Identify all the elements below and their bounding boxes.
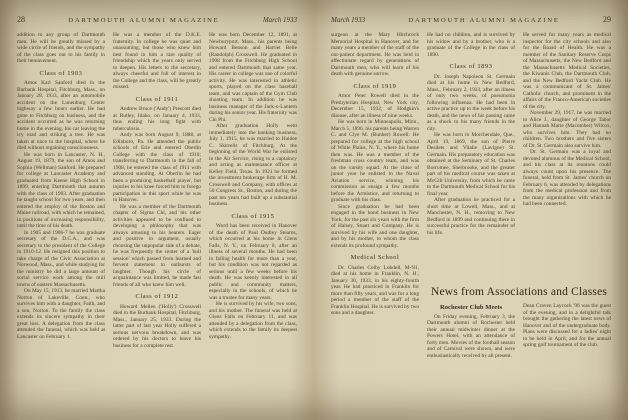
- right-page-columns: [331, 32, 611, 404]
- class-heading: Class of 1893: [449, 63, 493, 70]
- left-page-columns: [17, 32, 297, 404]
- body-paragraph: Dean Craven Laycock '96 was the guest of the evening, and in a delightful talk brought the gathering the latest news of Hanover and of the undergraduate body. Plans were discussed for a ladies' night to be held in April, and for the annual spring golf tournament of the club.: [523, 303, 611, 348]
- text-column: [113, 32, 201, 404]
- body-paragraph: He is survived by his wife, two sons, and his mother. The funeral was held at Glens Falls on February 11, and was attended by a delegation from the class, which extends to the family its deepest sympathy.: [209, 301, 297, 340]
- class-heading: Class of 1919: [353, 82, 397, 90]
- magazine-title: DARTMOUTH ALUMNI MAGAZINE: [408, 17, 560, 24]
- body-paragraph: Andrew Bruce ('Andy') Prescott died at Rutley, Idaho, on January 4, 1933, thus ending his long fight with tuberculosis.: [113, 106, 201, 132]
- body-paragraph: On May 15, 1913, he married Martha Norton of Lakeville, Conn., who survives him with a daughter, Faith, and a son, Norton. To the family the class extends its sincere sympathy in their great loss. A delegation from the class attended the funeral, which was held at Lancaster on February 1.: [17, 288, 105, 340]
- body-paragraph: Since graduation he had been engaged in the bond business in New York, for the past six years with the firm of Halsey, Stuart and Company. He is survived by his wife and one daughter, and by his mother, to whom the class extends its profound sympathy.: [331, 203, 420, 249]
- class-heading: Medical School: [350, 254, 400, 261]
- text-column: [523, 303, 611, 404]
- body-paragraph: He was a member of the D.K.E. fraternity. In college he was quiet and unassuming, but those who knew him best found in him a rare quality of friendship which the years only served to deepen. His letters to the secretary, always cheerful and full of interest in the College and the class, will be greatly missed.: [113, 32, 201, 90]
- club-subheading: Rochester Club Meets: [439, 304, 503, 311]
- class-heading: Class of 1912: [135, 293, 179, 300]
- body-paragraph: He had no children, and is survived by his widow and by a brother, who is a graduate of the College in the class of 1890.: [427, 32, 516, 58]
- body-paragraph: After graduation he practiced for a short time at Lowell, Mass., and at Manchester, N. H., removing to New Bedford in 1899 and continuing there in successful practice for the remainder of his life.: [427, 197, 516, 236]
- text-column: [523, 32, 611, 280]
- news-section-title: News from Associations and Classes: [430, 286, 608, 298]
- right-page-header: [331, 15, 611, 24]
- body-paragraph: Amos Karl Sanford died in the Burbank Hospital, Fitchburg, Mass., on January 28, 1933, after an automobile accident on the Lunenburg Center highway a few hours earlier. He had gone to Fitchburg on business, and the accident occurred as he was returning home in the evening, his car leaving the icy road and striking a tree. He was taken at once to the hospital, where he died without regaining consciousness.: [17, 80, 105, 151]
- body-paragraph: On Friday evening, February 3, the Dartmouth alumni of Rochester held their annual midwinter dinner at the Powers Hotel, with an attendance of forty men. Movies of the football season and of Carnival were shown, and were enthusiastically received by all present.: [427, 313, 516, 359]
- body-paragraph: surgeon at the Mary Hitchcock Memorial Hospital in Hanover, and for many years a member of the staff of the out-patient department. He was held in affectionate regard by generations of Dartmouth men, who will learn of his death with genuine sorrow.: [331, 32, 420, 77]
- body-paragraph: He served for many years as medical inspector for the city schools and also for the Board of Health. He was a member of the Sanitary Reserve Corps of Massachusetts, the New Bedford and the Massachusetts Medical Societies, the Kiwanis Club, the Dartmouth Club, and the New Bedford Yacht Club. He was a communicant of St. James' Catholic church, and prominent in the affairs of the Franco-American societies of the city.: [523, 32, 611, 110]
- text-column: [17, 32, 105, 404]
- class-heading: Class of 1915: [231, 212, 275, 220]
- text-column: [427, 303, 515, 404]
- body-paragraph: After graduation Holly went immediately into the banking business. July 1, 1915, he was married to Haidee C. Skirrells of Fitchburg. At the beginning of the World War he enlisted in the Air Service, rising to a captaincy and acting as maintenance officer at Kelley Field, Texas. In 1921 he formed the investment brokerage firm of H. M. Crosswell and Company, with offices at 50 Congress St., Boston, and during the past ten years had built up a substantial business.: [209, 123, 297, 207]
- left-page-number: 28: [17, 15, 25, 24]
- body-paragraph: Dr. Joseph Napoleon St. Germain died at his home in New Bedford, Mass., February 2, 1933, after an illness of only two weeks, of pneumonia following influenza. He had been in active practice up to the week before his death, and the news of his passing came as a shock to his many friends in the city.: [427, 73, 516, 132]
- body-paragraph: He was born in Morchendale, Que., April 19, 1869, the son of Pierre Desilets and Vitalie (Lavigne) St. Germain. His preparatory education was obtained at the Seminary of St. Charles Borromee, Sherbrooke, and the greater part of his medical course was taken at McGill University, from which he came to the Dartmouth Medical School for his final year.: [427, 132, 516, 197]
- body-paragraph: He was born December 12, 1891, at Newburyport, Mass., his parents being Howard Benson and Harriet Belle (Randolph) Crosswell. He graduated in 1908 from the Fitchburg High School and entered Dartmouth that same year. His career in college was one of colorful activity. He was interested in athletic sports, played on the class baseball team, and was captain of the Gym Club shooting team. In addition he was business manager of the Jack-o-Lantern during his senior year. His fraternity was Chi Phi.: [209, 32, 297, 123]
- news-section: [427, 280, 611, 404]
- left-page: [2, 0, 312, 420]
- body-paragraph: November 29, 1917, he was married to Alice J., daughter of George Tabor and Hannah Marie (Macomber) Wilcox, who survives him. They had no children. Two brothers and five sisters of Dr. St. Germain also survive him.: [523, 110, 611, 149]
- body-paragraph: In 1905 and 1906-7 he was graduate secretary of the D.C.A., and was secretary to the president of the College in 1910-12. He resigned this position to take charge of the Civic Association at Norwood, Mass., and while studying for the ministry he did a large amount of social service work among the mill towns of eastern Massachusetts.: [17, 229, 105, 288]
- issue-date: March 1933: [331, 16, 366, 24]
- right-page-area: [427, 32, 611, 404]
- magazine-title: DARTMOUTH ALUMNI MAGAZINE: [68, 17, 220, 24]
- body-paragraph: He was born in Lancaster, N. H., August 19, 1879, the son of Amos and Sophia (Wellman) Sanford. He prepared for college at Lancaster Academy and graduated from Keene High School in 1899, entering Dartmouth that autumn with the class of 1903. After graduation he taught school for two years, and then entered the employ of the Boston and Maine railroad, with which he remained, in positions of increasing responsibility, until the time of his death.: [17, 151, 105, 229]
- class-heading: Class of 1911: [135, 95, 179, 103]
- news-section-columns: [427, 303, 611, 404]
- right-page-number: 29: [602, 15, 611, 24]
- body-paragraph: He was born in Minneapolis, Minn., March 5, 1896, his parents being Warren C. and Clye M. (Bunker) Rowell. He prepared for college at the high school of White Plains, N. Y., where his home then was. He was a member of the freshman cross country team, and was on the varsity squad. At the close of junior year he enlisted in the Naval Aviation service, winning his commission as ensign a few months before the Armistice, and returning to graduate with his class.: [331, 119, 420, 203]
- body-paragraph: Dr. St. Germain was a loyal and devoted alumnus of the Medical School, and his class at its reunions could always count upon his presence. The funeral, held from St. James' church on February 6, was attended by delegations from the medical profession and from the many organizations with which he had been connected.: [523, 149, 611, 207]
- body-paragraph: Amor Peter Rowell died in the Presbyterian Hospital, New York city, December 15, 1932, of Hodgkin's disease, after an illness of nine weeks.: [331, 93, 420, 119]
- body-paragraph: Andy was born August 9, 1888, at Edinboro, Pa. He attended the public schools of Erie and entered Oberlin College with the class of 1910; transferring to Dartmouth in the fall of 1908, he entered the class of 1911 with advanced standing. At Oberlin he had been a promising basketball player, but injuries to his knee forced him to forego participation in this sport while he was in Hanover.: [113, 132, 201, 203]
- text-column: [209, 32, 297, 404]
- text-column: [427, 32, 515, 280]
- body-paragraph: He was a member of the Dartmouth chapter of Sigma Chi, and his other activities appeared to be confined to developing a philosophy that was always amusing to his hearers. Eager and positive in argument, usually choosing the unpopular side of a debate, he was frequently the center of a 'bull session' which passed from learned and fervent statement to outbursts of laughter. Though his circle of acquaintance was limited, he made fast friends of all who knew him well.: [113, 203, 201, 288]
- left-page-header: [17, 15, 297, 24]
- body-paragraph: Dr. Charles Colby Lobdell, M-'81, died at his home in Franklin, N. H., January 30, 1933, in his eighty-fourth year. He had practiced in Franklin for more than fifty years, and was for a long period a member of the staff of the Franklin Hospital. He is survived by two sons and a daughter.: [331, 264, 420, 316]
- right-page-top-columns: [427, 32, 611, 280]
- body-paragraph: Word has been received in Hanover of the death of Paul Dudley Stearns, which occurred at his home in Glens Falls, N. Y., on February 8, after an illness of several months. He had been in failing health for more than a year, but his condition was not regarded as serious until a few weeks before his death. He was keenly interested in all public and community matters, especially in the schools, of which he was a trustee for many years.: [209, 223, 297, 301]
- body-paragraph: Howard Mellen ('Holly') Crosswell died in the Burbank Hospital, Fitchburg, Mass., January 25, 1933. During the latter part of last year Holly suffered a serious nervous breakdown, and was ordered by his doctors to leave his business for a complete rest.: [113, 303, 201, 349]
- body-paragraph: addition to any group of Dartmouth men. He will be greatly missed by a wide circle of friends, and the sympathy of the class goes out to his family in their bereavement.: [17, 32, 105, 64]
- text-column: [331, 32, 419, 404]
- class-heading: Class of 1903: [39, 69, 83, 77]
- right-page: [316, 0, 626, 420]
- issue-date: March 1933: [262, 16, 297, 24]
